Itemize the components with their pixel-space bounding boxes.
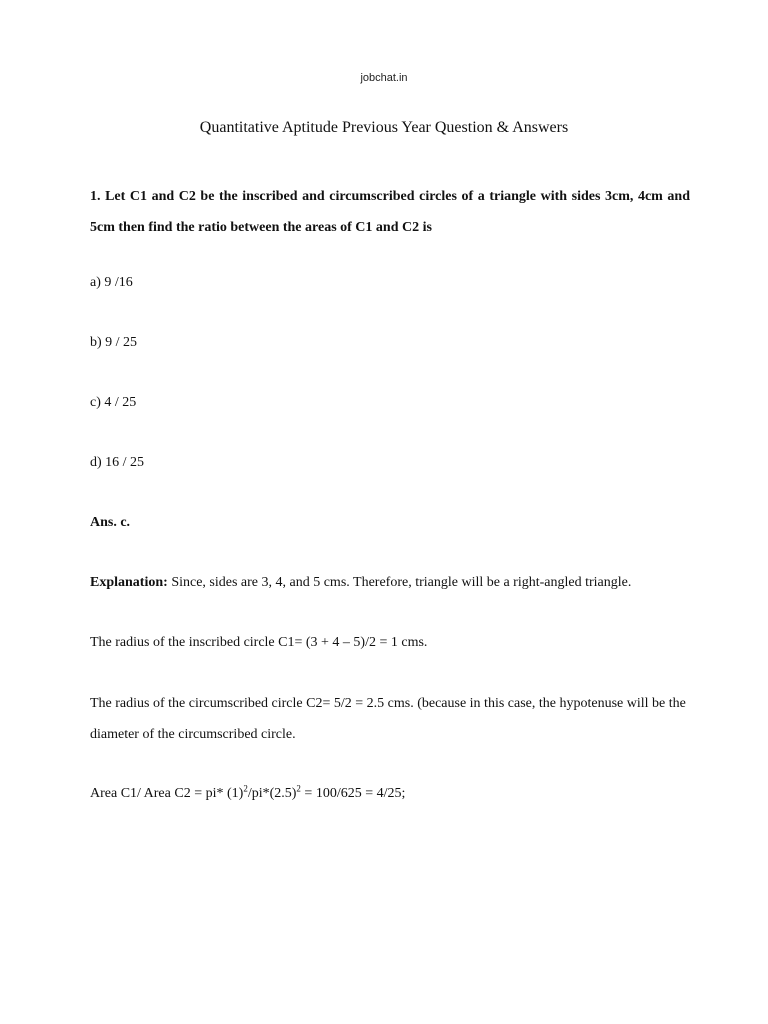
answer-text: Ans. c. [90, 515, 131, 530]
site-name: jobchat.in [360, 72, 408, 84]
area-part-2: /pi*(2.5) [247, 786, 297, 801]
area-ratio-formula [90, 784, 690, 804]
area-exponent-2: 2 [296, 783, 301, 794]
explanation-paragraph [90, 573, 690, 593]
option-b: b) 9 / 25 [90, 335, 138, 350]
radius-c1-text: The radius of the inscribed circle C1= (3 + 4 – 5)/2 = 1 cms. [90, 635, 428, 650]
explanation-label: Explanation: [90, 575, 168, 590]
question-text: 1. Let C1 and C2 be the inscribed and circumscribed circles of a triangle with sides 3cm, 4cm and 5cm then find the ratio between the areas of C1 and C2 is [90, 189, 690, 235]
option-c: c) 4 / 25 [90, 395, 137, 410]
radius-c2-text: The radius of the circumscribed circle C2= 5/2 = 2.5 cms. (because in this case, the hypotenuse will be the diameter of the circumscribed circle. [90, 696, 686, 742]
option-d: d) 16 / 25 [90, 455, 145, 470]
area-exponent-1: 2 [243, 783, 248, 794]
explanation-text: Since, sides are 3, 4, and 5 cms. Therefore, triangle will be a right-angled triangle. [167, 575, 632, 590]
option-a: a) 9 /16 [90, 275, 133, 290]
area-part-1: Area C1/ Area C2 = pi* (1) [90, 786, 244, 801]
area-part-3: = 100/625 = 4/25; [300, 786, 406, 801]
page-title: Quantitative Aptitude Previous Year Question & Answers [199, 119, 569, 136]
